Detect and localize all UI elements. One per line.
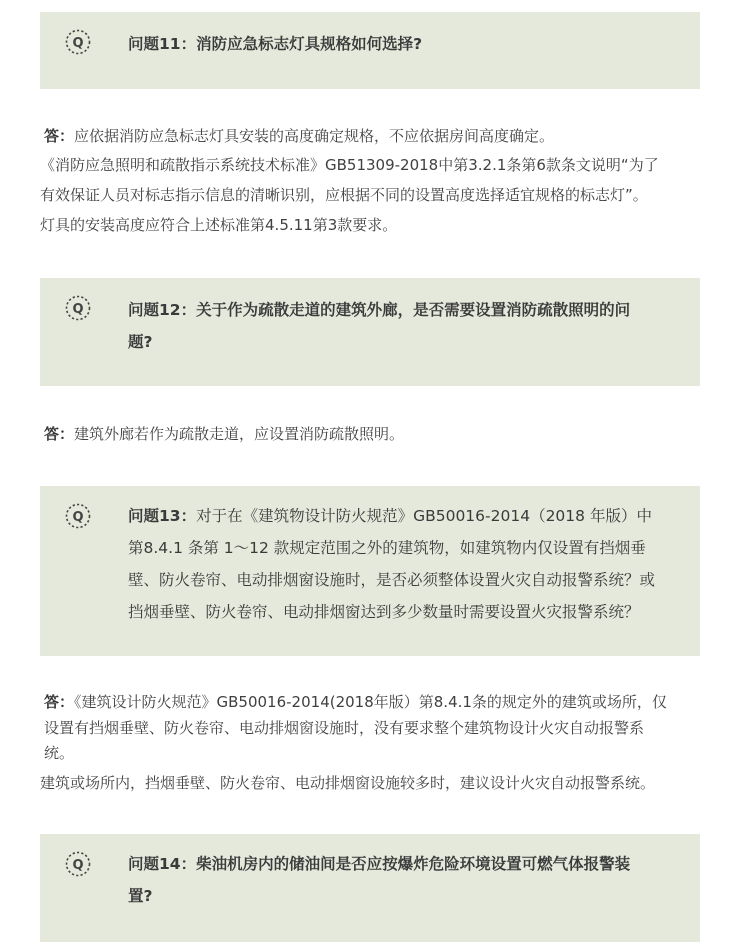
answer-text: 建筑外廊若作为疏散走道，应设置消防疏散照明。 [74, 425, 405, 443]
answer-line [44, 690, 667, 714]
question-text [128, 848, 692, 912]
answer-line: 有效保证人员对标志指示信息的清晰识别，应根据不同的设置高度选择适宜规格的标志灯”。 [40, 186, 648, 204]
answer-prefix: 答： [44, 127, 75, 145]
svg-text:Q: Q [72, 858, 84, 873]
question-search-icon [64, 850, 92, 878]
answer-line: 灯具的安装高度应符合上述标准第4.5.11第3款要求。 [40, 216, 398, 234]
question-body: 消防应急标志灯具规格如何选择? [196, 35, 423, 53]
answer-prefix: 答： [44, 425, 75, 443]
question-search-icon [64, 28, 92, 56]
question-body: 关于作为疏散走道的建筑外廊，是否需要设置消防疏散照明的问 [196, 301, 631, 319]
question-box-13 [40, 486, 700, 656]
question-body: 柴油机房内的储油间是否应按爆炸危险环境设置可燃气体报警装 [196, 855, 631, 873]
question-body: 挡烟垂壁、防火卷帘、电动排烟窗达到多少数量时需要设置火灾报警系统？ [128, 603, 640, 621]
question-search-icon [64, 502, 92, 530]
answer-text: 《建筑设计防火规范》GB50016-2014(2018年版）第8.4.1条的规定外的建筑或场所，仅 [74, 693, 667, 711]
question-box-14 [40, 834, 700, 942]
answer-line [44, 124, 554, 148]
question-label: 问题12： [128, 301, 197, 319]
question-body: 对于在《建筑物设计防火规范》GB50016-2014（2018 年版）中 [196, 507, 652, 525]
svg-text:Q: Q [72, 302, 84, 317]
svg-text:Q: Q [72, 36, 84, 51]
question-label: 问题11： [128, 35, 197, 53]
answer-line: 统。 [44, 744, 75, 762]
answer-text: 应依据消防应急标志灯具安装的高度确定规格，不应依据房间高度确定。 [74, 127, 555, 145]
question-box-11 [40, 12, 700, 89]
question-body: 置? [128, 887, 153, 905]
question-body: 题? [128, 333, 153, 351]
question-body: 第8.4.1 条第 1～12 款规定范围之外的建筑物，如建筑物内仅设置有挡烟垂 [128, 539, 646, 557]
question-search-icon [64, 294, 92, 322]
svg-text:Q: Q [72, 510, 84, 525]
answer-line [44, 422, 404, 446]
question-label: 问题13： [128, 507, 197, 525]
answer-prefix: 答： [44, 693, 75, 711]
question-label: 问题14： [128, 855, 197, 873]
question-text [128, 294, 692, 358]
answer-line: 《消防应急照明和疏散指示系统技术标准》GB51309-2018中第3.2.1条第6款条文说明“为了 [40, 156, 659, 174]
answer-line: 设置有挡烟垂壁、防火卷帘、电动排烟窗设施时，没有要求整个建筑物设计火灾自动报警系 [44, 719, 645, 737]
question-text [128, 500, 692, 628]
answer-line: 建筑或场所内，挡烟垂壁、防火卷帘、电动排烟窗设施较多时，建议设计火灾自动报警系统。 [40, 774, 656, 792]
question-body: 壁、防火卷帘、电动排烟窗设施时，是否必须整体设置火灾自动报警系统？或 [128, 571, 656, 589]
question-box-12 [40, 278, 700, 386]
question-text [128, 28, 692, 60]
